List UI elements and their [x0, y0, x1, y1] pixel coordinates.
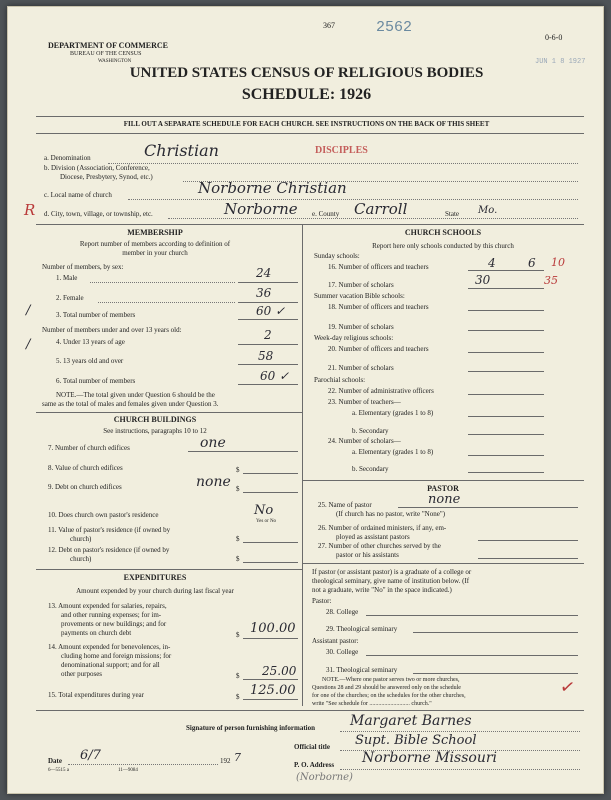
denomination-value: Christian	[144, 141, 219, 160]
q25-value: none	[428, 492, 461, 507]
official-title-value: Supt. Bible School	[355, 733, 477, 748]
q14-value: 25.00	[262, 664, 297, 678]
po-address-label: P. O. Address	[294, 761, 335, 769]
date-received-stamp: JUN 1 8 1927	[535, 58, 586, 66]
year-prefix: 192	[220, 757, 231, 765]
q26-label-2: ployed as assistant pastors	[336, 533, 410, 541]
grad-instruction-2: theological seminary, give name of institution below. (If	[312, 577, 470, 585]
state-label: State	[445, 210, 459, 218]
schools-sub: Report here only schools conducted by this church	[372, 242, 514, 250]
q14-label-2: cluding home and foreign missions; for	[61, 652, 172, 660]
q13-value: 100.00	[250, 621, 296, 636]
form-number: 6—5515 a	[48, 768, 69, 773]
q11-label: 11. Value of pastor's residence (if owned by	[48, 526, 171, 534]
q17-red-mark: 35	[544, 274, 558, 287]
total-members-value: 60 ✓	[256, 304, 286, 318]
form-subtitle: SCHEDULE: 1926	[241, 86, 372, 103]
weekday-label: Week-day religious schools:	[314, 334, 394, 342]
date-label: Date	[48, 757, 62, 765]
q14-dollar: $	[236, 672, 240, 680]
checkmark-icon: ✓	[558, 675, 577, 699]
over-13-value: 58	[258, 349, 274, 363]
q9-dollar: $	[236, 485, 240, 493]
summer-label: Summer vacation Bible schools:	[314, 292, 405, 300]
q17-value: 30	[475, 273, 491, 287]
q16-red-mark: 10	[551, 256, 565, 269]
q27-label-2: pastor or his assistants	[336, 551, 399, 559]
q19-label: 19. Number of scholars	[328, 323, 394, 331]
q8-dollar: $	[236, 466, 240, 474]
county-value: Carroll	[354, 200, 408, 218]
q25-label: 25. Name of pastor	[318, 501, 372, 509]
code-stamp: 0-6-0	[545, 33, 563, 42]
pastor-title: PASTOR	[427, 484, 459, 493]
division-label: b. Division (Association, Conference,	[44, 164, 150, 172]
serial-stamp: 2562	[376, 19, 413, 36]
mark-r: R	[24, 201, 36, 219]
q15-label: 15. Total expenditures during year	[48, 691, 144, 699]
over-13-label: 5. 13 years old and over	[56, 357, 124, 365]
q23-label: 23. Number of teachers—	[328, 398, 401, 406]
age-head: Number of members under and over 13 years old:	[42, 326, 182, 334]
state-value: Mo.	[478, 205, 498, 216]
q7-value: one	[200, 435, 226, 451]
q12-dollar: $	[236, 555, 240, 563]
q13-dollar: $	[236, 631, 240, 639]
q24-secondary: b. Secondary	[352, 465, 389, 473]
yes-no-caption: Yes or No	[256, 519, 277, 524]
buildings-sub: See instructions, paragraphs 10 to 12	[103, 427, 207, 435]
q7-label: 7. Number of church edifices	[48, 444, 130, 452]
male-value: 24	[256, 266, 272, 280]
bureau: BUREAU OF THE CENSUS	[70, 51, 142, 57]
q27-label: 27. Number of other churches served by the	[318, 542, 441, 550]
margin-mark-2: /	[26, 337, 31, 352]
q30-label: 30. College	[326, 648, 359, 656]
q11-dollar: $	[236, 535, 240, 543]
q13-label-3: provements or new buildings; and for	[61, 620, 167, 628]
schools-title: CHURCH SCHOOLS	[404, 228, 482, 237]
q14-label-4: other purposes	[61, 670, 103, 678]
pastor-note: NOTE.—Where one pastor serves two or more churches,	[322, 677, 460, 683]
under-13-label: 4. Under 13 years of age	[56, 338, 125, 346]
q21-label: 21. Number of scholars	[328, 364, 394, 372]
q12-label-2: church)	[70, 555, 92, 563]
print-number: 11—9084	[118, 768, 138, 773]
membership-title: MEMBERSHIP	[127, 228, 183, 237]
city-label: d. City, town, village, or township, etc.	[44, 210, 153, 218]
denomination-stamp: DISCIPLES	[315, 145, 368, 156]
expenditures-title: EXPENDITURES	[123, 573, 187, 582]
q16-corrected: 6	[528, 256, 536, 270]
q15-dollar: $	[236, 693, 240, 701]
q11-label-2: church)	[70, 535, 92, 543]
grad-instruction: If pastor (or assistant pastor) is a graduate of a college or	[312, 568, 472, 576]
q23-elementary: a. Elementary (grades 1 to 8)	[352, 409, 434, 417]
q12-label: 12. Debt on pastor's residence (if owned by	[48, 546, 170, 554]
q10-value: No	[254, 503, 274, 518]
date-value: 6/7	[80, 748, 101, 763]
female-value: 36	[256, 286, 272, 300]
official-title-label: Official title	[294, 743, 330, 751]
q9-label: 9. Debt on church edifices	[48, 483, 122, 491]
signature-label: Signature of person furnishing information	[186, 724, 315, 732]
q16-value: 4	[488, 256, 496, 270]
q15-value: 125.00	[250, 683, 296, 698]
q9-value: none	[196, 474, 231, 490]
q8-label: 8. Value of church edifices	[48, 464, 123, 472]
membership-note-2: same as the total of males and females given under Question 3.	[42, 400, 219, 408]
female-label: 2. Female	[56, 294, 84, 302]
total-age-label: 6. Total number of members	[56, 377, 136, 385]
q29-label: 29. Theological seminary	[326, 625, 398, 633]
q31-label: 31. Theological seminary	[326, 666, 398, 674]
membership-note: NOTE.—The total given under Question 6 should be the	[56, 391, 215, 399]
q13-label-4: payments on church debt	[61, 629, 132, 637]
buildings-title: CHURCH BUILDINGS	[113, 415, 197, 424]
q17-label: 17. Number of scholars	[328, 281, 394, 289]
pastor-note-3: for one of the churches; on the schedules for the other churches,	[312, 693, 466, 699]
pencil-note: (Norborne)	[296, 772, 353, 783]
male-label: 1. Male	[56, 274, 78, 282]
po-address-value: Norborne Missouri	[362, 750, 498, 766]
year-handwritten: 7	[234, 751, 241, 764]
under-13-value: 2	[264, 328, 272, 342]
q14-label: 14. Amount expended for benevolences, in-	[48, 643, 171, 651]
grad-instruction-3: not a graduate, write "No" in the space indicated.)	[312, 586, 452, 594]
membership-intro: Report number of members according to definition of	[79, 240, 231, 248]
city: WASHINGTON	[98, 59, 132, 64]
church-name-value: Norborne Christian	[198, 179, 347, 197]
q13-label: 13. Amount expended for salaries, repairs,	[48, 602, 167, 610]
q24-label: 24. Number of scholars—	[328, 437, 401, 445]
sunday-label: Sunday schools:	[314, 252, 360, 260]
signature-value: Margaret Barnes	[350, 713, 472, 729]
total-age-value: 60 ✓	[260, 369, 290, 383]
instruction-line: FILL OUT A SEPARATE SCHEDULE FOR EACH CHURCH. SEE INSTRUCTIONS ON THE BACK OF THIS SHEET	[123, 120, 490, 128]
q23-secondary: b. Secondary	[352, 427, 389, 435]
denomination-label: a. Denomination	[44, 154, 91, 162]
q26-label: 26. Number of ordained ministers, if any, em-	[318, 524, 447, 532]
margin-mark: /	[26, 303, 31, 318]
q14-label-3: denominational support; and for all	[61, 661, 160, 669]
q28-label: 28. College	[326, 608, 359, 616]
page-number: 367	[323, 21, 335, 30]
q25-note: (If church has no pastor, write "None")	[336, 510, 446, 518]
total-members-label: 3. Total number of members	[56, 311, 136, 319]
pastor-sub-label: Pastor:	[312, 597, 332, 605]
pastor-note-4: write "See schedule for ........................... church."	[312, 701, 432, 707]
census-schedule-form	[7, 6, 604, 794]
q13-label-2: and other running expenses; for im-	[61, 611, 162, 619]
q10-label: 10. Does church own pastor's residence	[48, 511, 159, 519]
assistant-pastor-label: Assistant pastor:	[312, 637, 359, 645]
q24-elementary: a. Elementary (grades 1 to 8)	[352, 448, 434, 456]
department: DEPARTMENT OF COMMERCE	[48, 41, 169, 50]
parochial-label: Parochial schools:	[314, 376, 366, 384]
q18-label: 18. Number of officers and teachers	[328, 303, 429, 311]
church-name-label: c. Local name of church	[44, 191, 112, 199]
q22-label: 22. Number of administrative officers	[328, 387, 434, 395]
q16-label: 16. Number of officers and teachers	[328, 263, 429, 271]
pastor-note-2: Questions 28 and 29 should be answered only on the schedule	[312, 685, 461, 691]
expenditures-sub: Amount expended by your church during last fiscal year	[76, 587, 234, 595]
county-label: e. County	[312, 210, 340, 218]
membership-intro-2: member in your church	[122, 249, 188, 257]
city-value: Norborne	[224, 200, 298, 218]
division-label-2: Diocese, Presbytery, Synod, etc.)	[60, 173, 153, 181]
form-title: UNITED STATES CENSUS OF RELIGIOUS BODIES	[129, 65, 484, 81]
by-sex-label: Number of members, by sex:	[42, 263, 124, 271]
q20-label: 20. Number of officers and teachers	[328, 345, 429, 353]
